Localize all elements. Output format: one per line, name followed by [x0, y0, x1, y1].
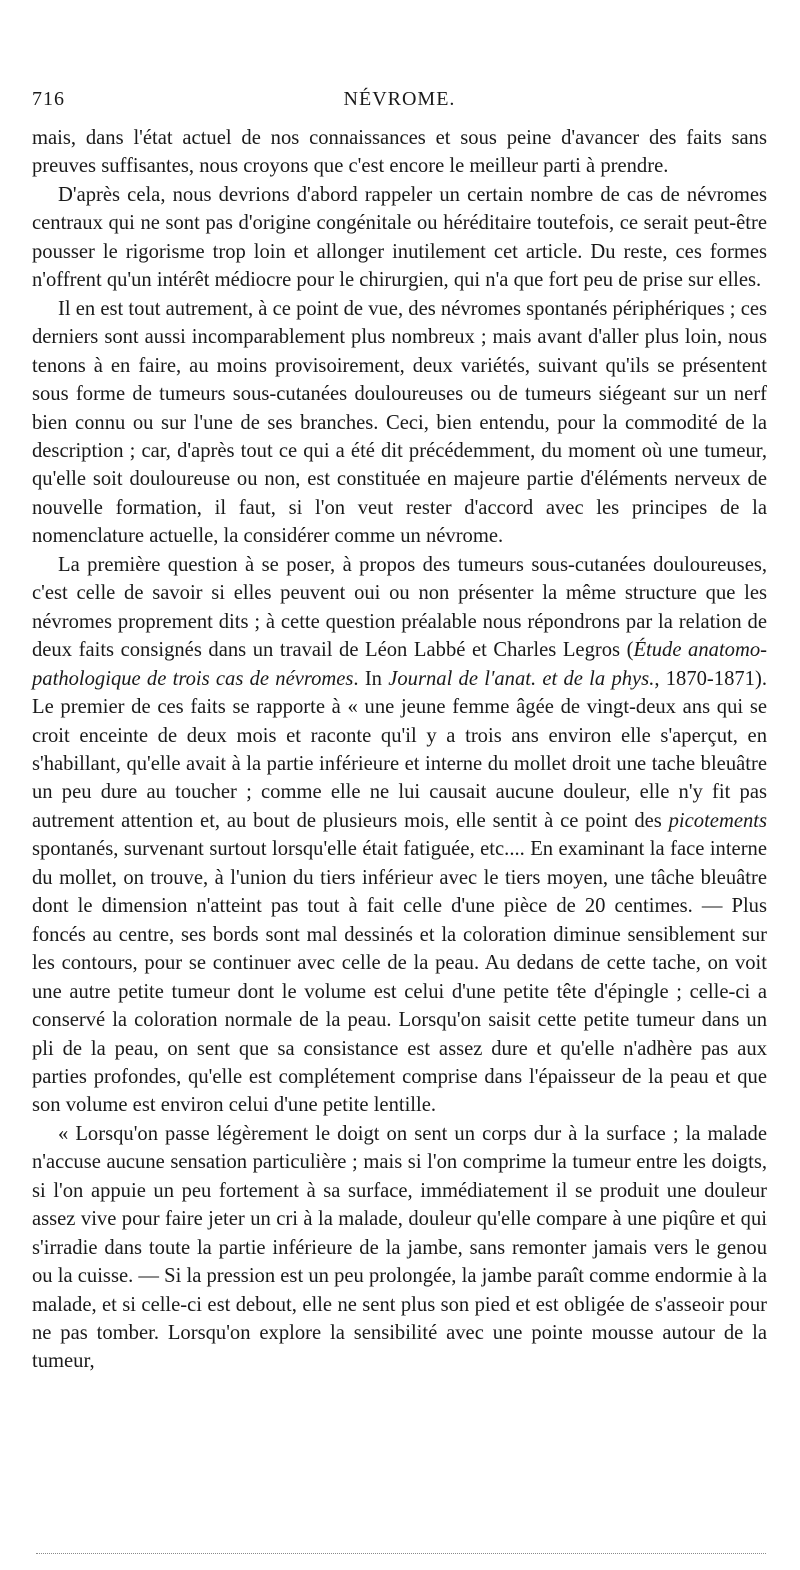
italic-term: picotements — [668, 809, 767, 832]
book-page — [32, 88, 767, 1376]
paragraph-3: Il en est tout autrement, à ce point de vue, des névromes spontanés périphériques ; ces derniers sont aussi incomparablement plus nombreux ; mais avant d'aller plus loin, nous tenons à en faire, au moins provisoirement, deux variétés, suivant qu'ils se présentent sous forme de tumeurs sous-cutanées douloureuses ou de tumeurs siégeant sur un nerf bien connu ou sur l'une de ses branches. Ceci, bien entendu, pour la commodité de la description ; car, d'après tout ce qui a été dit précédemment, du moment où une tumeur, qu'elle soit douloureuse ou non, est constituée en majeure partie d'éléments nerveux de nouvelle formation, il faut, si l'on veut rester d'accord avec les principes de la nomenclature actuelle, la considérer comme un névrome. — [32, 297, 767, 548]
paragraph-4 — [32, 551, 767, 1120]
citation-title: Étude anatomo-pathologique de trois cas de névromes — [32, 639, 767, 690]
paragraph-4-text-c: , 1870-1871). Le premier de ces faits se rapporte à « une jeune femme âgée de vingt-deux ans qui se croit enceinte de deux mois et raconte qu'il y a trois ans environ elle s'aperçut, en s'habillant, qu'elle avait à la partie inférieure et interne du mollet droit une tache bleuâtre un peu dure au toucher ; comme elle ne lui causait aucune douleur, elle n'y fit pas autrement attention et, au bout de plusieurs mois, elle sentit à ce point des — [32, 667, 767, 832]
page-number: 716 — [32, 88, 65, 110]
paragraph-1: mais, dans l'état actuel de nos connaissances et sous peine d'avancer des faits sans preuves suffisantes, nous croyons que c'est encore le meilleur parti à prendre. — [32, 127, 767, 178]
paragraph-5: « Lorsqu'on passe légèrement le doigt on sent un corps dur à la surface ; la malade n'accuse aucune sensation particulière ; mais si l'on comprime la tumeur entre les doigts, si l'on appuie un peu fortement à sa surface, immédiatement il se produit une douleur assez vive pour faire jeter un cri à la malade, douleur qu'elle compare à une piqûre et qui s'irradie dans toute la partie inférieure de la jambe, sans remonter jamais vers le genou ou la cuisse. — Si la pression est un peu prolongée, la jambe paraît comme endormie à la malade, et si celle-ci est debout, elle ne sent plus son pied et est obligée de s'asseoir pour ne pas tomber. Lorsqu'on explore la sensibilité avec une pointe mousse autour de la tumeur, — [32, 1122, 767, 1373]
citation-journal: Journal de l'anat. et de la phys. — [388, 667, 655, 690]
footer-rule — [36, 1553, 766, 1554]
paragraph-4-text-d: spontanés, survenant surtout lorsqu'elle était fatiguée, etc.... En examinant la face interne du mollet, on trouve, à l'union du tiers inférieur avec le tiers moyen, une tâche bleuâtre dont le dimension n'atteint pas tout à fait celle d'une pièce de 20 centimes. — Plus foncés au centre, ses bords sont mal dessinés et la coloration diminue sensiblement sur les contours, pour se continuer avec celle de la peau. Au dedans de cette tache, on voit une autre petite tumeur dont le volume est celui d'une petite tête d'épingle ; celle-ci a conservé la coloration normale de la peau. Lorsqu'on saisit cette petite tumeur dans un pli de la peau, on sent que sa consistance est assez dure et qu'elle n'adhère pas aux parties profondes, qu'elle est complétement comprise dans l'épaisseur de la peau et que son volume est environ celui d'une petite lentille. — [32, 838, 767, 1117]
body-text — [32, 124, 767, 1376]
paragraph-4-text-a: La première question à se poser, à propos des tumeurs sous-cutanées douloureuses, c'est celle de savoir si elles peuvent oui ou non présenter la même structure que les névromes proprement dits ; à cette question préalable nous répondrons par la relation de deux faits consignés dans un travail de Léon Labbé et Charles Legros ( — [32, 553, 767, 662]
paragraph-2: D'après cela, nous devrions d'abord rappeler un certain nombre de cas de névromes centraux qui ne sont pas d'origine congénitale ou héréditaire toutefois, ce serait peut-être pousser le rigorisme trop loin et allonger inutilement cet article. Du reste, ces formes n'offrent qu'un intérêt médiocre pour le chirurgien, qui n'a que fort peu de prise sur elles. — [32, 183, 767, 292]
page-header — [32, 88, 767, 124]
running-title: NÉVROME. — [343, 88, 456, 110]
paragraph-4-text-b: . In — [353, 667, 389, 690]
